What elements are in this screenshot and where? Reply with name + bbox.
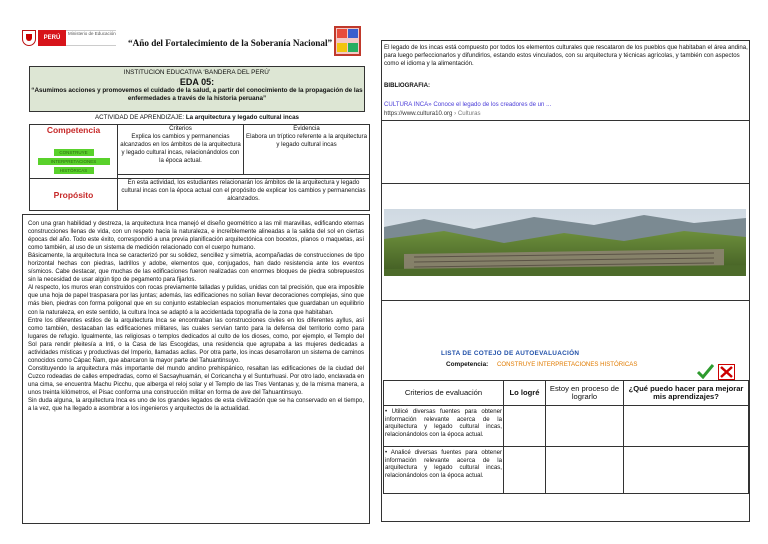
green-line-3: HISTÓRICAS — [54, 167, 94, 174]
activity-title: La arquitectura y legado cultural incas — [185, 114, 299, 121]
minedu-logo — [22, 30, 116, 46]
cell-lo-logre-2[interactable] — [504, 447, 546, 494]
criterios-header: Criterios — [169, 125, 192, 132]
cell-en-proceso-1[interactable] — [546, 406, 624, 447]
divider — [381, 120, 750, 121]
cell-mejorar-1[interactable] — [624, 406, 749, 447]
peru-shield-icon — [22, 30, 36, 46]
lista-cotejo-table — [383, 380, 749, 494]
institution-box — [29, 66, 365, 112]
eda-quote: “Asumimos acciones y promovemos el cuidado de la salud, a partir del conocimiento de la propagación de las enfermedades a través de la historia peruana” — [31, 87, 363, 102]
competencia-cell — [30, 125, 118, 179]
activity-prefix: ACTIVIDAD DE APRENDIZAJE — [95, 114, 183, 121]
divider — [381, 300, 750, 301]
eda-number: EDA 05: — [179, 77, 215, 87]
year-title: “Año del Fortalecimiento de la Soberanía Nacional” — [128, 38, 333, 48]
cross-icon — [718, 364, 735, 380]
paragraph: Básicamente, la arquitectura Inca se caracterizó por su solidez, sencillez y simetría, acompañadas de construcciones de tipo horizontal hechas con piedras, ladrillos y adobe, elementos que, conjugados, han dado resistencia ante los eventos sísmicos. Cabe destacar, que muchas de las edificaciones fueron realizadas con enormes bloques de piedra sobrepuestos sin la necesidad de usar algún tipo de pegamento para fijarlos. — [28, 253, 364, 284]
competencia-label: Competencia — [46, 125, 101, 135]
cell-lo-logre-1[interactable] — [504, 406, 546, 447]
header-lo-logre: Lo logré — [504, 381, 546, 406]
green-line-2: INTERPRETACIONES — [38, 158, 110, 165]
divider — [381, 183, 750, 184]
green-line-1: CONSTRUYE — [54, 149, 94, 156]
activity-line: ACTIVIDAD DE APRENDIZAJE: La arquitectura y legado cultural incas — [95, 114, 299, 121]
evidencia-text: Elabora un tríptico referente a la arquitectura y legado cultural incas — [246, 133, 367, 148]
proposito-text: En esta actividad, los estudiantes relacionarán los ámbitos de la arquitectura y legado cultural incas con la época actual con el propósito de explicar los cambios y permanencias alcanzados. — [118, 179, 370, 211]
evidencia-column — [244, 125, 370, 175]
bibliography-link[interactable]: CULTURA INCA» Conoce el legado de los creadores de un ... — [384, 101, 552, 108]
cell-mejorar-2[interactable] — [624, 447, 749, 494]
paragraph: Al respecto, los muros eran construidos con rocas previamente talladas y pulidas, unidas con tal precisión, que era imposible que una hoja de papel traspasara por las juntas; además, las edificaciones no solían llevar decoraciones complejas, sino que más bien, piedras con forma poligonal que en su conjunto establecían espacios monumentales que guardaban un equilibrio con la naturaleza, en este sentido, la cultura Inca se adaptó a la accidentada topografía de la zona que habitaban. — [28, 285, 364, 316]
paragraph: Constituyendo la arquitectura más importante del mundo andino prehispánico, resaltan las edificaciones de la ciudad del Cuzco rodeadas de calles empedradas, como el Sacsayhuamán, el Coricancha y el Sunturhuasi. Por otro lado, enclavada en una cima, se encuentra Machu Picchu, que alberga el reloj solar y el Templo de las Tres Ventanas y, de la misma manera, a unos treinta kilómetros, el Pisac conforma una construcción militar en forma de ave del Tahuantinsuyo. — [28, 365, 364, 396]
proposito-label: Propósito — [30, 179, 118, 211]
checkmark-icon — [697, 364, 714, 379]
bib-url-text: https://www.cultura10.org — [384, 110, 453, 117]
paragraph: Con una gran habilidad y destreza, la arquitectura Inca manejó el diseño geométrico a las mil maravillas, edificando eternas construcciones llenas de vida, con un respeto hacia la naturaleza, e increíblemente alineadas a la salida del sol en ciertas épocas del año. Todo este éxito, correspondió a una previa planificación arquitectónica con bocetos, planos o maquetas, así como también, al uso de un sistema de medición relacionado con el cuerpo humano. — [28, 221, 364, 252]
legacy-text: El legado de los incas está compuesto por todos los elementos culturales que rescataron de los pueblos que habitaban el área andina, para luego perfeccionarlos y difundirlos, estando estos vinculados, con su arquitectura y técnicas agrícolas, y también con aspectos como el idioma y la alimentación. — [384, 44, 748, 68]
school-crest-icon — [334, 26, 361, 56]
header-criterios: Criterios de evaluación — [384, 381, 504, 406]
logo-peru-text: PERÚ — [38, 30, 66, 46]
main-text-box — [22, 214, 370, 524]
machu-picchu-photo — [384, 209, 746, 276]
competencia-label-2: Competencia: — [446, 361, 489, 368]
institution-name: INSTITUCION EDUCATIVA ‘BANDERA DEL PERÚ’ — [123, 69, 271, 76]
criterios-column — [118, 125, 244, 175]
header-mejorar: ¿Qué puedo hacer para mejorar mis aprendizajes? — [624, 381, 749, 406]
lista-cotejo-title: LISTA DE COTEJO DE AUTOEVALUACIÓN — [441, 350, 580, 357]
bibliografia-label: BIBLIOGRAFIA: — [384, 82, 431, 89]
cell-en-proceso-2[interactable] — [546, 447, 624, 494]
criterion-1: • Utilicé diversas fuentes para obtener información relevante acerca de la arquitectura y legado cultural incas, relacionándolos con la época actual. — [384, 406, 504, 447]
criterion-2: • Analicé diversas fuentes para obtener información relevante acerca de la arquitectura y legado cultural incas, relacionándolos con la época actual. — [384, 447, 504, 494]
bibliography-url[interactable] — [384, 110, 481, 117]
criterio-text: Explica los cambios y permanencias alcanzados en los ámbitos de la arquitectura y legado cultural incas, relacionándolos con la época actual. — [120, 133, 241, 164]
paragraph: Entre los diferentes estilos de la arquitectura Inca se encontraban las construcciones civiles en los diferentes ayllus, así como también, destacaban las edificaciones militares, las cuales servían tanto para la defensa del territorio como para lugares de refugio. Igualmente, las religiosas o templos dedicados al culto de los dioses, como, por ejemplo, el Templo del Sol para rendir pleitesía a Inti, o la Casa de las Escogidas, una residencia que agrupaba a las mujeres dedicadas a actividades místicas y productivas del Imperio, llamadas acllas. Por otra parte, los incas desarrollaron un sistema de caminos conocidos como Cápac Ñam, que abarcaron la mayor parte del Tahuantinsuyo. — [28, 317, 364, 364]
header-en-proceso: Estoy en proceso de lograrlo — [546, 381, 624, 406]
paragraph: Sin duda alguna, la arquitectura Inca es uno de los grandes legados de esta civilización que se ha conservado en el tiempo, a la vez, que ha llegado a asombrar a los ingenieros y arquitectos de la actualidad. — [28, 398, 364, 413]
logo-ministry-text: Ministerio de Educación — [66, 30, 116, 46]
competencia-table — [29, 124, 370, 211]
evidencia-header: Evidencia — [293, 125, 320, 132]
bib-url-suffix: › Culturas — [452, 110, 481, 117]
competencia-value: CONSTRUYE INTERPRETACIONES HISTÓRICAS — [497, 361, 638, 368]
